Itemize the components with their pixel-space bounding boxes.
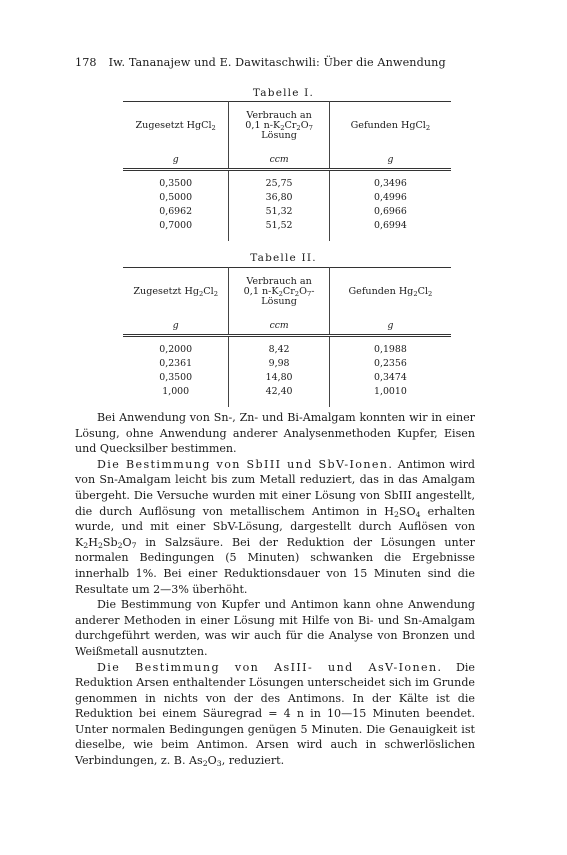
table-row	[123, 170, 451, 192]
table-2-title: Tabelle II.	[250, 252, 317, 264]
table-row	[123, 191, 451, 205]
table-row	[123, 371, 451, 385]
table-cell: 8,42	[229, 336, 329, 358]
unit-ccm: ccm	[229, 150, 329, 170]
table-cell: 0,3474	[374, 372, 407, 383]
col-header-zugesetzt: Zugesetzt $Hg_2Cl_2$	[123, 268, 229, 317]
col-header-zugesetzt: Zugesetzt HgCl$_2$	[123, 102, 229, 151]
table-cell: 0,6966	[374, 206, 407, 217]
table-cell: 0,2356	[374, 358, 407, 369]
col-header-verbrauch: Verbrauch an 0,1 $n-K_2Cr_2O_7$ Lösung	[229, 102, 329, 151]
table-1-header-row	[123, 102, 451, 151]
table-row	[123, 385, 451, 407]
table-cell: 0,3500	[123, 371, 229, 385]
table-cell: 0,5000	[123, 191, 229, 205]
section-lead-arsen: Die Bestimmung von AsIII- und AsV-Ionen.	[97, 660, 443, 674]
table-cell: 0,4996	[374, 192, 407, 203]
table-cell: 0,2361	[123, 357, 229, 371]
table-2-header-row	[123, 268, 451, 317]
table-cell: 1,000	[123, 385, 229, 407]
section-lead-antimon: Die Bestimmung von SbIII und SbV-Ionen.	[97, 457, 394, 471]
table-2-unit-row	[123, 316, 451, 336]
running-header	[75, 56, 475, 69]
running-title: Iw. Tananajew und E. Dawitaschwili: Über die Anwendung	[108, 56, 446, 69]
col-header-gefunden: Gefunden HgCl$_2$	[329, 102, 451, 151]
table-cell: 51,32	[229, 205, 329, 219]
table-1	[123, 101, 451, 241]
table-row	[123, 336, 451, 358]
paragraph-arsen: Die Bestimmung von AsIII- und AsV-Ionen. Die Reduktion Arsen enthaltender Lösungen unterscheidet sich im Grunde genommen in nichts von der des Antimons. In der Kälte ist die Reduktion bei einem Säuregrad = 4 n in 10—15 Minuten beendet. Unter normalen Bedingungen genügen 5 Minuten. Die Genauigkeit ist dieselbe, wie beim Antimon. Arsen wird auch in schwerlöslichen Verbindungen, z. B. $As_2O_3$, reduziert.	[75, 660, 475, 769]
table-cell: 36,80	[229, 191, 329, 205]
paragraph-kupfer-antimon: Die Bestimmung von Kupfer und Antimon kann ohne Anwendung anderer Methoden in einer Lösung mit Hilfe von Bi- und Sn-Amalgam durchgeführt werden, was wir auch für die Analyse von Bronzen und Weißmetall ausnutzten.	[75, 598, 475, 658]
unit-g: g	[329, 316, 451, 336]
unit-g: g	[329, 150, 451, 170]
paragraph-antimon: Die Bestimmung von SbIII und SbV-Ionen. Antimon wird von Sn-Amalgam leicht bis zum Metall reduziert, das in das Amalgam übergeht. Die Versuche wurden mit einer Lösung von SbIII angestellt, die durch Auflösung von metallischem Antimon in $H_2SO_4$ erhalten wurde, und mit einer SbV-Lösung, dargestellt durch Auflösen von $K_2H_2Sb_2O_7$ in Salzsäure. Bei der Reduktion der Lösungen unter normalen Bedingungen (5 Minuten) schwanken die Ergebnisse innerhalb 1%. Bei einer Reduktionsdauer von 15 Minuten sind die Resultate um 2—3% überhöht.	[75, 457, 475, 596]
table-row	[123, 205, 451, 219]
table-cell: 42,40	[229, 385, 329, 407]
table-cell: 0,3500	[123, 170, 229, 192]
table-cell: 0,7000	[123, 219, 229, 241]
table-cell: 1,0010	[374, 386, 407, 397]
table-cell: 0,2000	[123, 336, 229, 358]
table-cell: 14,80	[229, 371, 329, 385]
paragraph-amalgam: Bei Anwendung von Sn-, Zn- und Bi-Amalgam konnten wir in einer Lösung, ohne Anwendung anderer Analysenmethoden Kupfer, Eisen und Quecksilber bestimmen.	[75, 411, 475, 456]
table-2	[123, 267, 451, 407]
table-1-unit-row	[123, 150, 451, 170]
table-cell: 25,75	[229, 170, 329, 192]
table-cell: 0,1988	[374, 344, 407, 355]
col-header-gefunden: Gefunden $Hg_2Cl_2$	[329, 268, 451, 317]
table-cell: 9,98	[229, 357, 329, 371]
table-cell: 0,6994	[374, 220, 407, 231]
unit-g: g	[123, 316, 229, 336]
unit-ccm: ccm	[229, 316, 329, 336]
table-cell: 0,3496	[374, 178, 407, 189]
table-row	[123, 219, 451, 241]
table-cell: 51,52	[229, 219, 329, 241]
table-1-title: Tabelle I.	[252, 87, 315, 99]
col-header-verbrauch: Verbrauch an 0,1 $n-K_2Cr_2O_7-$ Lösung	[229, 268, 329, 317]
body-text	[75, 410, 475, 769]
table-cell: 0,6962	[123, 205, 229, 219]
page-number: 178	[75, 56, 97, 69]
unit-g: g	[123, 150, 229, 170]
table-row	[123, 357, 451, 371]
